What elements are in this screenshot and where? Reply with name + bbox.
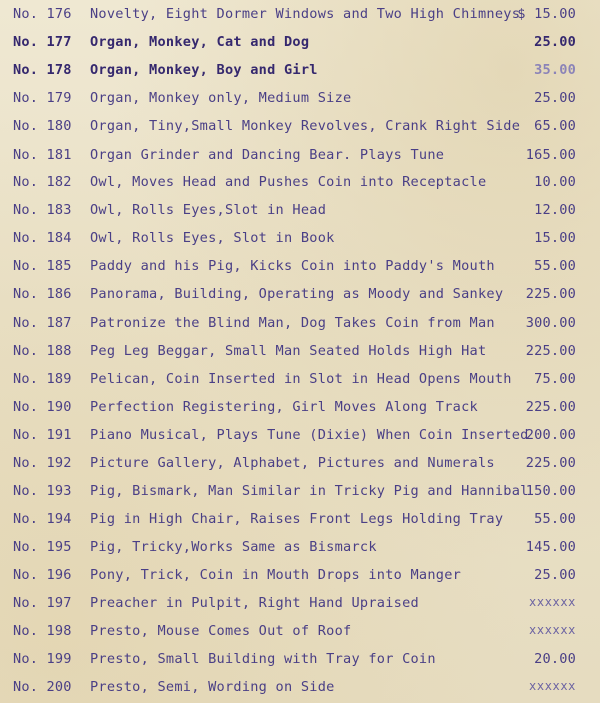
item-description: Pelican, Coin Inserted in Slot in Head Opens Mouth bbox=[90, 371, 512, 387]
item-number: No. 191 bbox=[13, 427, 72, 443]
item-price: 25.00 bbox=[534, 90, 576, 106]
list-item bbox=[0, 343, 600, 367]
item-number: No. 193 bbox=[13, 483, 72, 499]
list-item bbox=[0, 623, 600, 647]
item-description: Presto, Small Building with Tray for Coin bbox=[90, 651, 436, 667]
item-description: Panorama, Building, Operating as Moody and Sankey bbox=[90, 286, 504, 302]
item-price: 10.00 bbox=[534, 174, 576, 190]
item-description: Organ Grinder and Dancing Bear. Plays Tune bbox=[90, 147, 445, 163]
list-item bbox=[0, 202, 600, 226]
item-number: No. 181 bbox=[13, 147, 72, 163]
item-number: No. 186 bbox=[13, 286, 72, 302]
item-description: Organ, Monkey only, Medium Size bbox=[90, 90, 352, 106]
item-number: No. 187 bbox=[13, 315, 72, 331]
item-price: $ 15.00 bbox=[517, 6, 576, 22]
list-item bbox=[0, 595, 600, 619]
list-item bbox=[0, 483, 600, 507]
item-number: No. 190 bbox=[13, 399, 72, 415]
item-price: 25.00 bbox=[534, 567, 576, 583]
item-number: No. 178 bbox=[13, 62, 72, 78]
item-number: No. 196 bbox=[13, 567, 72, 583]
item-number: No. 180 bbox=[13, 118, 72, 134]
list-item bbox=[0, 118, 600, 142]
item-description: Preacher in Pulpit, Right Hand Upraised bbox=[90, 595, 419, 611]
item-price: 165.00 bbox=[525, 147, 576, 163]
item-number: No. 192 bbox=[13, 455, 72, 471]
item-description: Piano Musical, Plays Tune (Dixie) When Coin Inserted bbox=[90, 427, 529, 443]
list-item bbox=[0, 174, 600, 198]
item-number: No. 183 bbox=[13, 202, 72, 218]
list-item bbox=[0, 511, 600, 535]
item-number: No. 198 bbox=[13, 623, 72, 639]
list-item bbox=[0, 567, 600, 591]
item-number: No. 199 bbox=[13, 651, 72, 667]
list-item bbox=[0, 651, 600, 675]
item-number: No. 188 bbox=[13, 343, 72, 359]
item-number: No. 197 bbox=[13, 595, 72, 611]
item-number: No. 185 bbox=[13, 258, 72, 274]
item-number: No. 195 bbox=[13, 539, 72, 555]
item-price: 225.00 bbox=[525, 455, 576, 471]
item-description: Presto, Semi, Wording on Side bbox=[90, 679, 335, 695]
item-description: Picture Gallery, Alphabet, Pictures and Numerals bbox=[90, 455, 495, 471]
list-item bbox=[0, 230, 600, 254]
list-item bbox=[0, 539, 600, 563]
list-item bbox=[0, 399, 600, 423]
item-description: Presto, Mouse Comes Out of Roof bbox=[90, 623, 352, 639]
list-item bbox=[0, 371, 600, 395]
item-price: xxxxxx bbox=[529, 595, 576, 609]
item-price: 225.00 bbox=[525, 286, 576, 302]
item-description: Organ, Tiny,Small Monkey Revolves, Crank Right Side bbox=[90, 118, 521, 134]
item-number: No. 177 bbox=[13, 34, 72, 50]
item-price: 12.00 bbox=[534, 202, 576, 218]
item-price: 25.00 bbox=[534, 34, 576, 50]
item-description: Peg Leg Beggar, Small Man Seated Holds High Hat bbox=[90, 343, 487, 359]
item-number: No. 179 bbox=[13, 90, 72, 106]
item-price: 225.00 bbox=[525, 343, 576, 359]
item-price: 75.00 bbox=[534, 371, 576, 387]
list-item bbox=[0, 455, 600, 479]
item-price: 145.00 bbox=[525, 539, 576, 555]
item-price: 200.00 bbox=[525, 427, 576, 443]
item-description: Owl, Moves Head and Pushes Coin into Receptacle bbox=[90, 174, 487, 190]
item-price: xxxxxx bbox=[529, 679, 576, 693]
item-description: Patronize the Blind Man, Dog Takes Coin from Man bbox=[90, 315, 495, 331]
item-number: No. 182 bbox=[13, 174, 72, 190]
item-description: Pig in High Chair, Raises Front Legs Holding Tray bbox=[90, 511, 504, 527]
item-price: 55.00 bbox=[534, 258, 576, 274]
item-number: No. 189 bbox=[13, 371, 72, 387]
item-number: No. 184 bbox=[13, 230, 72, 246]
item-price: xxxxxx bbox=[529, 623, 576, 637]
list-item bbox=[0, 258, 600, 282]
item-number: No. 176 bbox=[13, 6, 72, 22]
item-description: Perfection Registering, Girl Moves Along Track bbox=[90, 399, 478, 415]
item-price: 150.00 bbox=[525, 483, 576, 499]
item-description: Owl, Rolls Eyes, Slot in Book bbox=[90, 230, 335, 246]
item-description: Pony, Trick, Coin in Mouth Drops into Manger bbox=[90, 567, 462, 583]
item-price: 65.00 bbox=[534, 118, 576, 134]
item-description: Novelty, Eight Dormer Windows and Two High Chimneys bbox=[90, 6, 521, 22]
item-price: 35.00 bbox=[534, 62, 576, 78]
item-price: 225.00 bbox=[525, 399, 576, 415]
item-description: Organ, Monkey, Cat and Dog bbox=[90, 34, 310, 50]
list-item bbox=[0, 34, 600, 58]
list-item bbox=[0, 679, 600, 703]
item-number: No. 200 bbox=[13, 679, 72, 695]
item-description: Owl, Rolls Eyes,Slot in Head bbox=[90, 202, 327, 218]
item-number: No. 194 bbox=[13, 511, 72, 527]
item-price: 15.00 bbox=[534, 230, 576, 246]
list-item bbox=[0, 62, 600, 86]
item-price: 300.00 bbox=[525, 315, 576, 331]
list-item bbox=[0, 147, 600, 171]
list-item bbox=[0, 286, 600, 310]
item-price: 20.00 bbox=[534, 651, 576, 667]
item-price: 55.00 bbox=[534, 511, 576, 527]
item-description: Pig, Bismark, Man Similar in Tricky Pig and Hannibal bbox=[90, 483, 529, 499]
list-item bbox=[0, 315, 600, 339]
list-item bbox=[0, 427, 600, 451]
item-description: Paddy and his Pig, Kicks Coin into Paddy's Mouth bbox=[90, 258, 495, 274]
item-description: Pig, Tricky,Works Same as Bismarck bbox=[90, 539, 377, 555]
list-item bbox=[0, 90, 600, 114]
list-item bbox=[0, 6, 600, 30]
item-description: Organ, Monkey, Boy and Girl bbox=[90, 62, 318, 78]
